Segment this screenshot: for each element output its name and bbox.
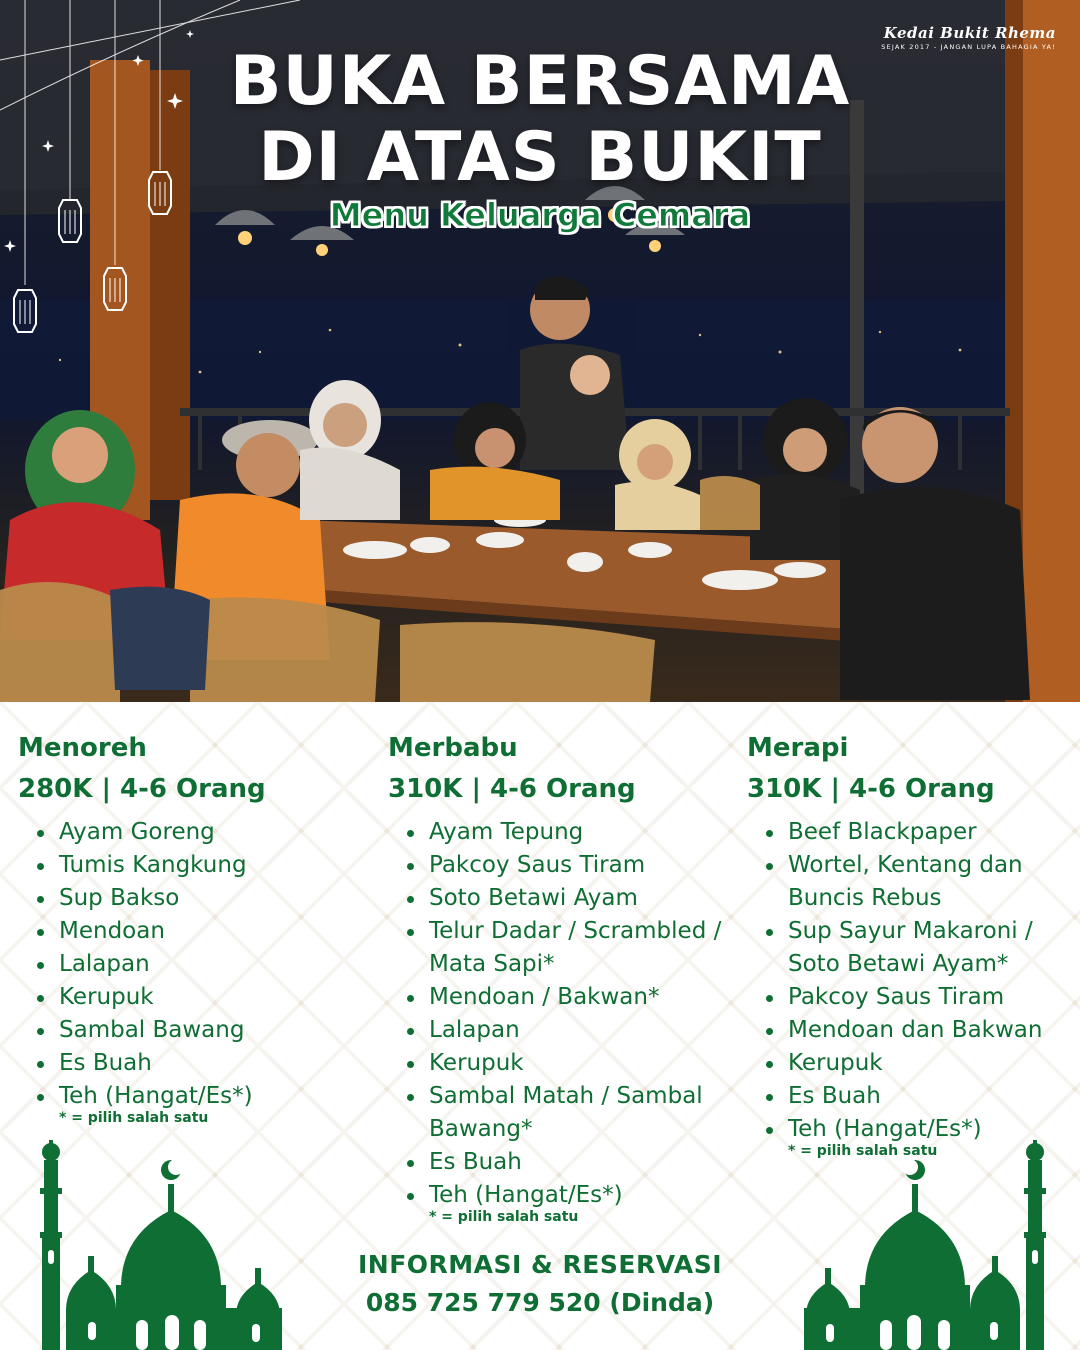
list-item: Wortel, Kentang dan Buncis Rebus	[747, 849, 1067, 915]
list-item: Ayam Tepung	[388, 816, 728, 849]
brand-name: Kedai Bukit Rhema	[883, 24, 1056, 42]
list-item: Es Buah	[388, 1146, 728, 1179]
headline-line-2: DI ATAS BUKIT	[258, 118, 822, 197]
brand-tagline: SEJAK 2017 - JANGAN LUPA BAHAGIA YA!	[881, 43, 1056, 51]
list-item: Es Buah	[18, 1047, 358, 1080]
package-items	[18, 816, 358, 1113]
package-name: Merbabu	[388, 733, 518, 763]
choice-note: * = pilih salah satu	[59, 1110, 209, 1126]
info-heading: INFORMASI & RESERVASI	[357, 1250, 722, 1279]
list-item: Sambal Matah / Sambal Bawang*	[388, 1080, 728, 1146]
list-item: Mendoan / Bakwan*	[388, 981, 728, 1014]
package-items	[747, 816, 1067, 1146]
package-name: Merapi	[747, 733, 849, 763]
list-item: Kerupuk	[747, 1047, 1067, 1080]
list-item: Sup Sayur Makaroni / Soto Betawi Ayam*	[747, 915, 1067, 981]
list-item: Es Buah	[747, 1080, 1067, 1113]
choice-note: * = pilih salah satu	[429, 1209, 579, 1225]
list-item: Lalapan	[18, 948, 358, 981]
list-item: Teh (Hangat/Es*)	[388, 1179, 728, 1212]
list-item: Ayam Goreng	[18, 816, 358, 849]
list-item: Tumis Kangkung	[18, 849, 358, 882]
package-menoreh	[18, 728, 358, 1125]
list-item: Mendoan dan Bakwan	[747, 1014, 1067, 1047]
list-item: Pakcoy Saus Tiram	[388, 849, 728, 882]
list-item: Teh (Hangat/Es*)	[18, 1080, 358, 1113]
package-price: 280K | 4-6 Orang	[18, 774, 266, 804]
list-item: Pakcoy Saus Tiram	[747, 981, 1067, 1014]
crescent-icon	[161, 1159, 184, 1180]
menu-section	[0, 702, 1080, 1350]
list-item: Telur Dadar / Scrambled / Mata Sapi*	[388, 915, 728, 981]
list-item: Kerupuk	[388, 1047, 728, 1080]
package-merapi	[747, 728, 1067, 1158]
package-price: 310K | 4-6 Orang	[747, 774, 995, 804]
list-item: Mendoan	[18, 915, 358, 948]
list-item: Kerupuk	[18, 981, 358, 1014]
package-items	[388, 816, 728, 1212]
list-item: Sambal Bawang	[18, 1014, 358, 1047]
list-item: Sup Bakso	[18, 882, 358, 915]
package-price: 310K | 4-6 Orang	[388, 774, 636, 804]
list-item: Beef Blackpaper	[747, 816, 1067, 849]
mosque-icon	[800, 1140, 1050, 1350]
headline-line-1: BUKA BERSAMA	[229, 42, 851, 121]
list-item: Teh (Hangat/Es*)	[747, 1113, 1067, 1146]
package-merbabu	[388, 728, 728, 1224]
menu-subtitle: Menu Keluarga Cemara	[329, 196, 751, 234]
list-item: Soto Betawi Ayam	[388, 882, 728, 915]
mosque-icon	[36, 1140, 286, 1350]
choice-note: * = pilih salah satu	[788, 1143, 938, 1159]
reservation-phone[interactable]: 085 725 779 520 (Dinda)	[365, 1288, 715, 1317]
list-item: Lalapan	[388, 1014, 728, 1047]
package-name: Menoreh	[18, 733, 147, 763]
